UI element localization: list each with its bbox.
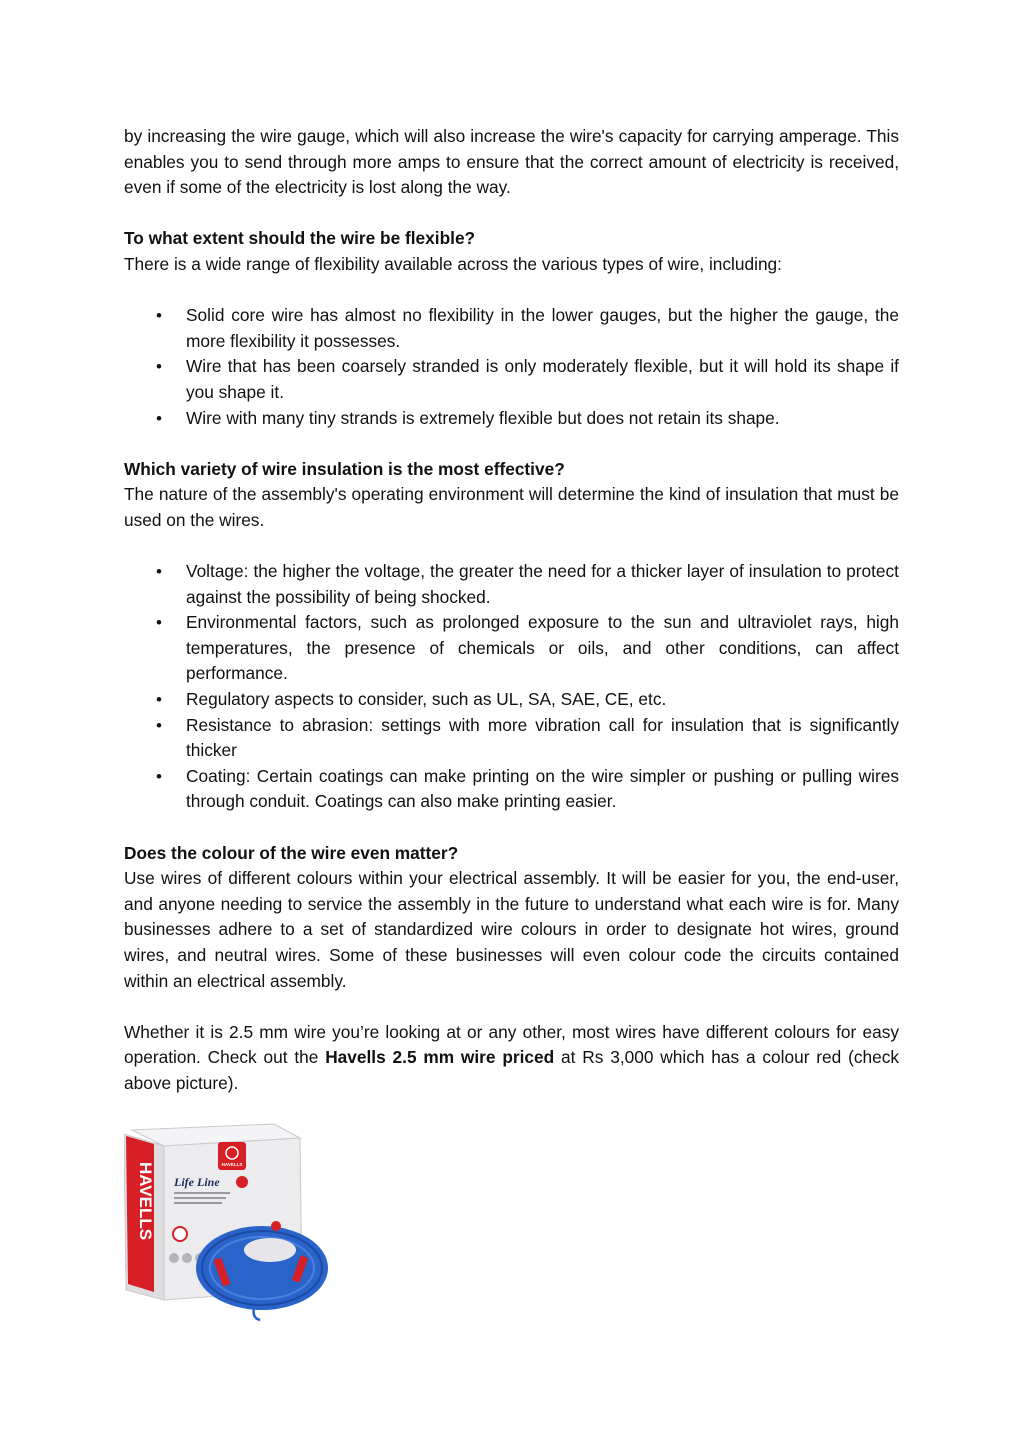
list-item: • Environmental factors, such as prolonged exposure to the sun and ultraviolet rays, high temperatures, the presence of chemicals or oils, and other conditions, can affect performance. bbox=[124, 610, 899, 687]
list-item: • Regulatory aspects to consider, such as UL, SA, SAE, CE, etc. bbox=[124, 687, 899, 713]
closing-text-after: at Rs 3,000 which has a colour red (check above picture). bbox=[124, 1047, 899, 1093]
havells-wire-product-image bbox=[124, 1122, 330, 1322]
document-page bbox=[124, 124, 899, 1097]
box-print-lines bbox=[174, 1197, 226, 1199]
closing-paragraph bbox=[124, 1020, 899, 1097]
section-body-colour: Use wires of different colours within your electrical assembly. It will be easier for you, the end-user, and anyone needing to service the assembly in the future to understand what each wire is for. Many businesses adhere to a set of standardized wire colours in order to designate hot wires, ground wires, and neutral wires. Some of these businesses will even colour code the circuits contained within an electrical assembly. bbox=[124, 868, 899, 991]
closing-text-before: Whether it is 2.5 mm wire you’re looking at or any other, most wires have different colours for easy operation. Check out the bbox=[124, 1021, 899, 1068]
list-item: • Wire that has been coarsely stranded is only moderately flexible, but it will hold its shape if you shape it. bbox=[124, 354, 899, 405]
list-item: • Voltage: the higher the voltage, the greater the need for a thicker layer of insulation to protect against the possibility of being shocked. bbox=[124, 559, 899, 610]
certification-icon bbox=[173, 1227, 187, 1241]
section-body-insulation: The nature of the assembly's operating environment will determine the kind of insulation that must be used on the wires. bbox=[124, 484, 899, 530]
list-item: • Resistance to abrasion: settings with more vibration call for insulation that is significantly thicker bbox=[124, 713, 899, 764]
insulation-list bbox=[124, 559, 899, 815]
product-link-text: Havells 2.5 mm wire priced bbox=[325, 1047, 555, 1068]
section-heading-colour: Does the colour of the wire even matter? bbox=[124, 842, 459, 863]
box-print-lines bbox=[174, 1192, 230, 1194]
feature-icon bbox=[169, 1253, 179, 1263]
coil-logo-icon bbox=[271, 1221, 281, 1231]
section-body-flexibility: There is a wide range of flexibility available across the various types of wire, including: bbox=[124, 253, 782, 274]
box-print-lines bbox=[174, 1202, 222, 1204]
section-heading-flexibility: To what extent should the wire be flexible? bbox=[124, 228, 476, 249]
list-item: • Coating: Certain coatings can make printing on the wire simpler or pushing or pulling wires through conduit. Coatings can also make printing easier. bbox=[124, 764, 899, 815]
brand-badge-text: HAVELLS bbox=[221, 1162, 243, 1167]
list-item: • Solid core wire has almost no flexibility in the lower gauges, but the higher the gauge, the more flexibility it possesses. bbox=[124, 303, 899, 354]
intro-paragraph: by increasing the wire gauge, which will also increase the wire's capacity for carrying amperage. This enables you to send through more amps to ensure that the correct amount of electricity is received, even if some of the electricity is lost along the way. bbox=[124, 126, 899, 198]
wire-coil-hole bbox=[244, 1238, 296, 1262]
s3-logo-icon bbox=[236, 1176, 248, 1188]
list-item: • Wire with many tiny strands is extremely flexible but does not retain its shape. bbox=[124, 406, 899, 432]
section-heading-insulation: Which variety of wire insulation is the most effective? bbox=[124, 458, 565, 479]
feature-icon bbox=[182, 1253, 192, 1263]
product-line-name: Life Line bbox=[174, 1175, 220, 1189]
box-side-brand: HAVELLS bbox=[136, 1162, 155, 1241]
flexibility-list bbox=[124, 303, 899, 431]
